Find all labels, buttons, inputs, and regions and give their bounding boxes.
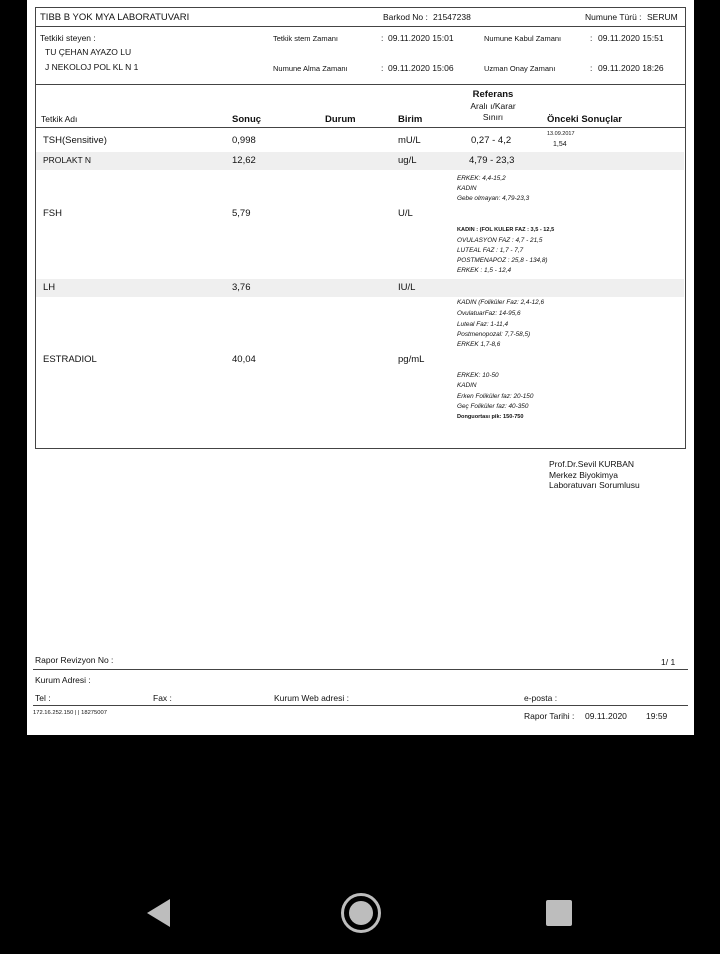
department: J NEKOLOJ POL KL N 1: [45, 62, 139, 72]
tel-label: Tel :: [35, 693, 51, 703]
reference-line: KADIN : (FOL KULER FAZ : 3,5 - 12,5: [457, 227, 555, 233]
reference-line: ERKEK : 1,5 - 12,4: [457, 267, 511, 274]
reference-line: ERKEK: 10-50: [457, 372, 499, 379]
test-result: 40,04: [232, 354, 256, 365]
email-label: e-posta :: [524, 693, 558, 703]
test-reference: 0,27 - 4,2: [471, 135, 512, 146]
test-name: TSH(Sensitive): [43, 135, 107, 146]
report-date-value: 09.11.2020: [585, 711, 627, 721]
page-number: 1/ 1: [661, 657, 676, 667]
reference-line: ERKEK: 4,4-15,2: [457, 175, 506, 182]
footer-divider: [33, 705, 688, 706]
col-reference-sub: Aralı ı/Karar: [470, 101, 516, 111]
test-result: 5,79: [232, 208, 251, 219]
col-result: Sonuç: [232, 114, 262, 125]
signature-name: Prof.Dr.Sevil KURBAN: [549, 459, 635, 469]
previous-date: 13.09.2017: [547, 131, 575, 137]
reference-line: Geç Foliküler faz: 40-350: [457, 403, 529, 410]
test-unit: mU/L: [398, 135, 421, 146]
footer-divider: [33, 669, 688, 670]
reference-line: OvulatuarFaz: 14-95,6: [457, 310, 521, 317]
reference-line: Donguortası pik: 150-750: [457, 414, 524, 420]
test-unit: ug/L: [398, 155, 417, 166]
reference-line: POSTMENAPOZ : 25,8 - 134,8): [457, 257, 548, 264]
report-time-value: 19:59: [646, 711, 668, 721]
row-shade: [36, 279, 684, 297]
report-page: [27, 0, 694, 735]
colon: :: [590, 63, 593, 73]
col-reference-limit: Sınırı: [482, 112, 504, 122]
approve-time-label: Uzman Onay Zamanı: [484, 64, 556, 73]
test-result: 3,76: [232, 282, 251, 293]
test-result: 12,62: [232, 155, 256, 166]
sample-time-value: 09.11.2020 15:06: [388, 63, 454, 73]
sample-time-label: Numune Alma Zamanı: [273, 64, 348, 73]
accept-time-value: 09.11.2020 15:51: [598, 33, 664, 43]
test-name: PROLAKT N: [43, 155, 92, 165]
colon: :: [590, 33, 593, 43]
previous-value: 1,54: [553, 141, 567, 148]
row-shade: [36, 152, 684, 170]
reference-line: KADIN: [457, 185, 477, 192]
colon: :: [381, 63, 384, 73]
address-label: Kurum Adresi :: [35, 675, 91, 685]
request-time-value: 09.11.2020 15:01: [388, 33, 454, 43]
col-test-name: Tetkik Adı: [41, 114, 78, 124]
colon: :: [381, 33, 384, 43]
back-triangle-icon[interactable]: [147, 899, 170, 927]
table-header-divider: [35, 127, 686, 128]
test-unit: IU/L: [398, 282, 416, 293]
web-label: Kurum Web adresi :: [274, 693, 349, 703]
test-result: 0,998: [232, 135, 256, 146]
home-dot-icon: [349, 901, 373, 925]
lab-title: TIBB B YOK MYA LABORATUVARI: [40, 12, 190, 23]
approve-time-value: 09.11.2020 18:26: [598, 63, 664, 73]
reference-line: LUTEAL FAZ : 1,7 - 7,7: [457, 247, 524, 254]
reference-line: ERKEK 1,7-8,6: [457, 341, 501, 348]
reference-line: KADIN: [457, 382, 477, 389]
request-time-label: Tetkik stem Zamanı: [273, 34, 339, 43]
sample-type-value: SERUM: [647, 12, 678, 22]
reference-line: Postmenopozal: 7,7-58,5): [457, 331, 531, 338]
report-date-label: Rapor Tarihi :: [524, 711, 575, 721]
col-previous-results: Önceki Sonuçlar: [547, 114, 622, 125]
reference-line: Gebe olmayan: 4,79-23,3: [457, 195, 530, 202]
test-reference: 4,79 - 23,3: [469, 155, 515, 166]
signature-role: Laboratuvarı Sorumlusu: [549, 480, 640, 490]
fax-label: Fax :: [153, 693, 172, 703]
results-table: [35, 84, 686, 449]
recent-square-icon[interactable]: [546, 900, 572, 926]
test-unit: U/L: [398, 208, 413, 219]
col-unit: Birim: [398, 114, 423, 125]
header-divider: [35, 26, 686, 27]
test-name: ESTRADIOL: [43, 354, 97, 365]
test-name: FSH: [43, 208, 62, 219]
sample-type-label: Numune Türü :: [585, 12, 642, 22]
reference-line: Erken Foliküler faz: 20-150: [457, 393, 534, 400]
test-name: LH: [43, 282, 56, 293]
requester-label: Tetkiki steyen :: [40, 33, 96, 43]
col-reference-title: Referans: [472, 89, 514, 100]
reference-line: Luteal Faz: 1-11,4: [457, 321, 509, 328]
barcode-label: Barkod No :: [383, 12, 428, 22]
barcode-value: 21547238: [433, 12, 471, 22]
revision-label: Rapor Revizyon No :: [35, 655, 114, 665]
accept-time-label: Numune Kabul Zamanı: [484, 34, 562, 43]
col-status: Durum: [325, 114, 356, 125]
reference-line: OVULASYON FAZ : 4,7 - 21,5: [457, 237, 543, 244]
signature-title: Merkez Biyokimya: [549, 470, 618, 480]
test-unit: pg/mL: [398, 354, 425, 365]
ip-info: 172.16.252.150 | | 18275007: [33, 710, 107, 716]
reference-line: KADIN (Foliküler Faz: 2,4-12,6: [457, 299, 545, 306]
doctor-name: TU ÇEHAN AYAZO LU: [45, 47, 132, 57]
